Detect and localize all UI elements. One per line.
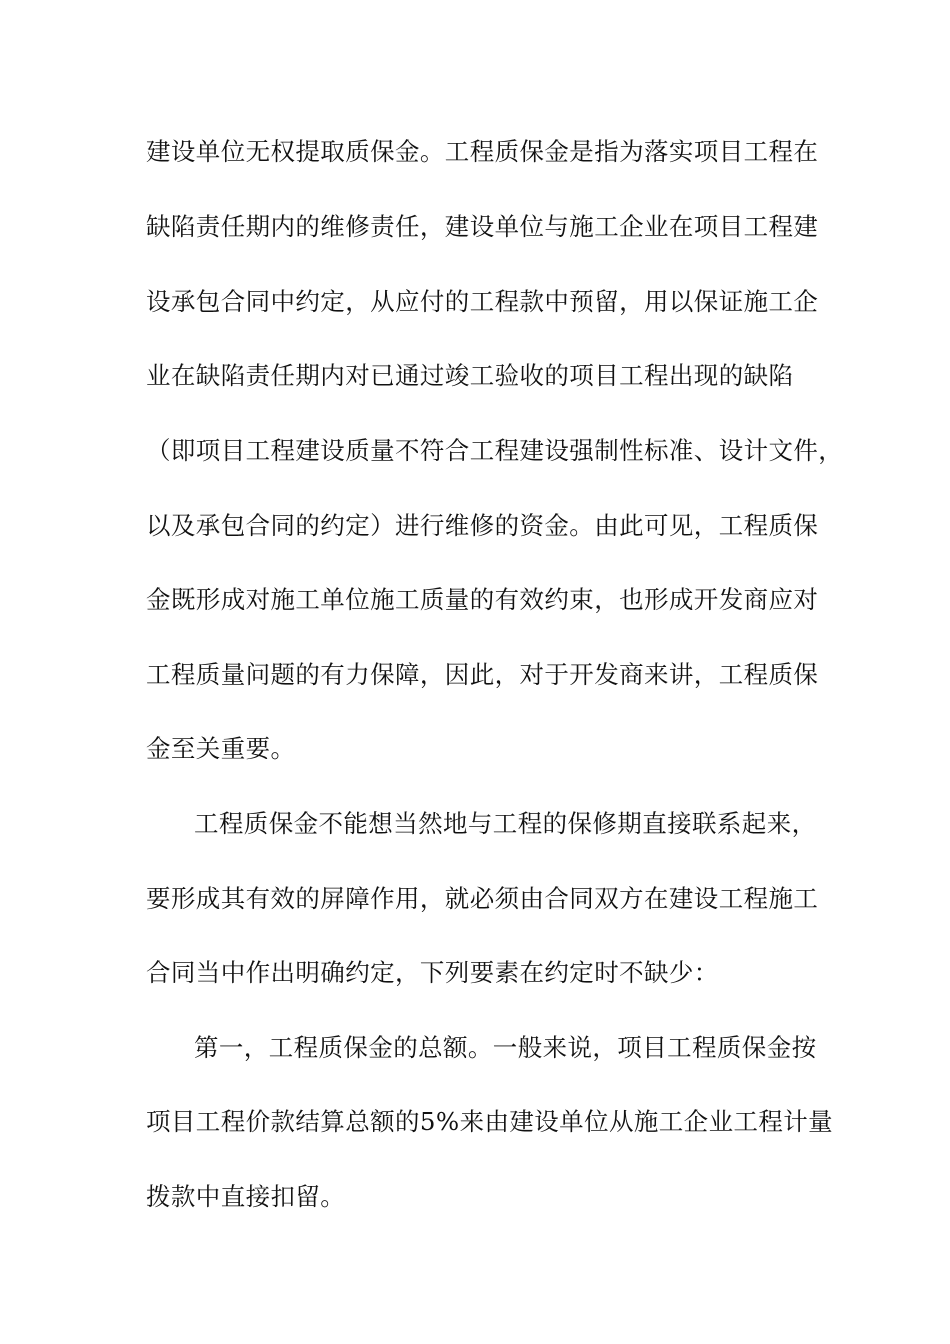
text-line: 拨款中直接扣留。 (146, 1182, 346, 1211)
paragraph-start-line: 第一，工程质保金的总额。一般来说，项目工程质保金按 (194, 1033, 817, 1062)
text-line: 金既形成对施工单位施工质量的有效约束，也形成开发商应对 (146, 585, 819, 614)
text-line: 金至关重要。 (146, 734, 296, 763)
text-line: 要形成其有效的屏障作用，就必须由合同双方在建设工程施工 (146, 884, 819, 913)
paragraph-start-line: 工程质保金不能想当然地与工程的保修期直接联系起来， (194, 809, 817, 838)
text-line: 业在缺陷责任期内对已通过竣工验收的项目工程出现的缺陷 (146, 361, 794, 390)
text-line: 设承包合同中约定，从应付的工程款中预留，用以保证施工企 (146, 287, 819, 316)
text-line: 工程质量问题的有力保障，因此，对于开发商来讲，工程质保 (146, 660, 819, 689)
text-line: 缺陷责任期内的维修责任，建设单位与施工企业在项目工程建 (146, 212, 819, 241)
text-line: 合同当中作出明确约定，下列要素在约定时不缺少： (146, 958, 719, 987)
text-line: 建设单位无权提取质保金。工程质保金是指为落实项目工程在 (146, 137, 819, 166)
text-line: （即项目工程建设质量不符合工程建设强制性标准、设计文件， (146, 436, 844, 465)
text-line: 项目工程价款结算总额的5%来由建设单位从施工企业工程计量 (146, 1107, 834, 1136)
text-line: 以及承包合同的约定）进行维修的资金。由此可见，工程质保 (146, 511, 819, 540)
